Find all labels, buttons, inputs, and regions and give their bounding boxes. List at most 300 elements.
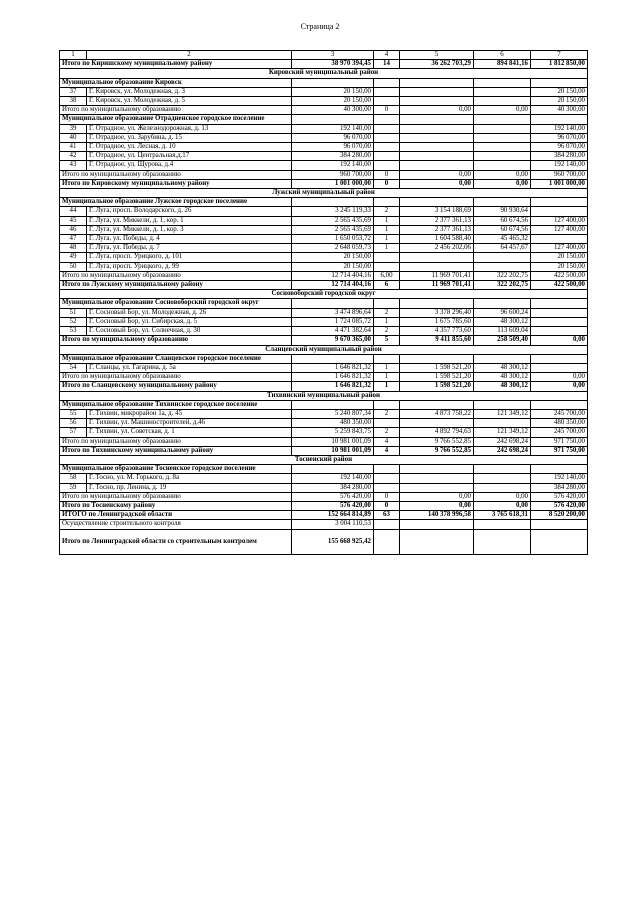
value-cell-5: 2 377 361,13 [400, 225, 474, 234]
empty-cell [474, 465, 531, 474]
address-cell: Г. Отрадное, ул. Железнодорожная, д. 13 [87, 124, 292, 133]
table-row [60, 363, 588, 372]
value-cell-5 [400, 262, 474, 271]
total-row [60, 382, 588, 391]
region-header-row [60, 391, 588, 400]
value-cell-7: 960 700,00 [531, 170, 588, 179]
value-cell-6 [474, 87, 531, 96]
total-label: Итого по Ленинградской области со строительным контролем [60, 529, 292, 554]
empty-cell [474, 299, 531, 308]
value-cell-5: 3 378 296,40 [400, 308, 474, 317]
total-row [60, 437, 588, 446]
count-cell [374, 520, 400, 529]
empty-cell [531, 299, 588, 308]
total-label: Итого по Сланцевскому муниципальному району [60, 382, 292, 391]
row-number: 51 [60, 308, 87, 317]
value-cell-5: 0,00 [400, 179, 474, 188]
empty-cell [531, 198, 588, 207]
total-cost-cell: 1 650 053,72 [292, 235, 374, 244]
value-cell-5: 0,00 [400, 501, 474, 510]
table-row [60, 483, 588, 492]
value-cell-6 [474, 161, 531, 170]
empty-cell [531, 354, 588, 363]
value-cell-6: 0,00 [474, 106, 531, 115]
count-cell [374, 97, 400, 106]
region-header-row [60, 455, 588, 464]
value-cell-5: 0,00 [400, 170, 474, 179]
col-header-7: 7 [531, 51, 588, 60]
total-cost-cell: 10 981 001,09 [292, 446, 374, 455]
value-cell-5: 4 873 758,22 [400, 409, 474, 418]
row-number: 37 [60, 87, 87, 96]
count-cell: 1 [374, 244, 400, 253]
value-cell-7 [531, 235, 588, 244]
value-cell-5 [400, 143, 474, 152]
count-cell: 6 [374, 281, 400, 290]
total-label: Итого по муниципальному образованию [60, 492, 292, 501]
value-cell-5 [400, 483, 474, 492]
value-cell-6: 121 349,12 [474, 409, 531, 418]
total-row [60, 492, 588, 501]
count-cell [374, 133, 400, 142]
address-cell: Г. Отрадное, ул. Лесная, д. 10 [87, 143, 292, 152]
region-name: Кировский муниципальный район [60, 69, 588, 78]
total-row [60, 501, 588, 510]
region-header-row [60, 290, 588, 299]
value-cell-6: 113 609,04 [474, 327, 531, 336]
value-cell-7 [531, 520, 588, 529]
address-cell: Г. Кировск, ул. Молодежная, д. 5 [87, 97, 292, 106]
total-row [60, 373, 588, 382]
value-cell-6: 894 841,16 [474, 60, 531, 69]
value-cell-5 [400, 87, 474, 96]
table-row [60, 244, 588, 253]
count-cell: 1 [374, 216, 400, 225]
count-cell [374, 262, 400, 271]
total-row [60, 170, 588, 179]
value-cell-5: 0,00 [400, 106, 474, 115]
row-number: 53 [60, 327, 87, 336]
count-cell: 1 [374, 317, 400, 326]
empty-cell [474, 78, 531, 87]
total-label: Итого по Киришскому муниципальному району [60, 60, 292, 69]
row-number: 50 [60, 262, 87, 271]
total-cost-cell: 576 420,00 [292, 492, 374, 501]
value-cell-6 [474, 152, 531, 161]
value-cell-5: 9 411 855,60 [400, 336, 474, 345]
count-cell: 2 [374, 327, 400, 336]
value-cell-6: 48 300,12 [474, 317, 531, 326]
count-cell: 63 [374, 511, 400, 520]
value-cell-6 [474, 474, 531, 483]
empty-cell [292, 78, 374, 87]
count-cell [374, 253, 400, 262]
empty-cell [292, 198, 374, 207]
value-cell-7: 971 750,00 [531, 437, 588, 446]
value-cell-5: 1 675 785,60 [400, 317, 474, 326]
value-cell-5: 1 598 521,20 [400, 373, 474, 382]
total-cost-cell: 192 140,00 [292, 124, 374, 133]
total-label: Итого по Лужскому муниципальному району [60, 281, 292, 290]
total-cost-cell: 38 970 394,45 [292, 60, 374, 69]
value-cell-6: 64 457,67 [474, 244, 531, 253]
address-cell: Г. Сосновый Бор, ул. Молодежная, д. 26 [87, 308, 292, 317]
value-cell-7 [531, 317, 588, 326]
municipality-header-row [60, 299, 588, 308]
value-cell-6: 258 509,40 [474, 336, 531, 345]
row-number: 48 [60, 244, 87, 253]
address-cell: Г. Сосновый Бор, ул. Сибирская, д. 5 [87, 317, 292, 326]
value-cell-7: 192 140,00 [531, 161, 588, 170]
col-header-3: 3 [292, 51, 374, 60]
value-cell-5: 1 604 588,40 [400, 235, 474, 244]
row-number: 58 [60, 474, 87, 483]
col-header-4: 4 [374, 51, 400, 60]
municipality-header-row [60, 400, 588, 409]
address-cell: Г. Тосно, ул. М. Горького, д. 8а [87, 474, 292, 483]
table-row [60, 327, 588, 336]
row-number: 38 [60, 97, 87, 106]
row-number: 42 [60, 152, 87, 161]
table-row [60, 225, 588, 234]
empty-cell [292, 299, 374, 308]
region-name: Тихвинский муниципальный район [60, 391, 588, 400]
empty-cell [400, 198, 474, 207]
count-cell [374, 161, 400, 170]
count-cell: 0 [374, 179, 400, 188]
row-number: 44 [60, 207, 87, 216]
value-cell-7: 20 150,00 [531, 87, 588, 96]
table-row [60, 262, 588, 271]
value-cell-7: 480 350,00 [531, 419, 588, 428]
total-cost-cell: 20 150,00 [292, 87, 374, 96]
count-cell: 2 [374, 428, 400, 437]
value-cell-5 [400, 520, 474, 529]
total-cost-cell: 1 646 821,32 [292, 382, 374, 391]
value-cell-7: 20 150,00 [531, 262, 588, 271]
total-cost-cell: 3 245 119,33 [292, 207, 374, 216]
value-cell-7: 8 520 200,00 [531, 511, 588, 520]
total-cost-cell: 152 664 814,89 [292, 511, 374, 520]
col-header-6: 6 [474, 51, 531, 60]
value-cell-6: 60 674,56 [474, 216, 531, 225]
address-cell: Г. Луга, ул. Победы, д. 7 [87, 244, 292, 253]
value-cell-7: 971 750,00 [531, 446, 588, 455]
value-cell-7 [531, 327, 588, 336]
col-header-5: 5 [400, 51, 474, 60]
value-cell-6: 0,00 [474, 170, 531, 179]
empty-cell [292, 115, 374, 124]
value-cell-7: 127 400,00 [531, 225, 588, 234]
municipality-name: Муниципальное образование Сосновоборский городской округ [60, 299, 292, 308]
empty-cell [374, 400, 400, 409]
total-cost-cell: 9 670 365,00 [292, 336, 374, 345]
table-row [60, 133, 588, 142]
value-cell-6: 3 765 618,31 [474, 511, 531, 520]
table-row [60, 253, 588, 262]
empty-cell [374, 78, 400, 87]
row-number: 55 [60, 409, 87, 418]
total-label: Итого по Тихвинскому муниципальному району [60, 446, 292, 455]
total-row [60, 106, 588, 115]
row-number: 40 [60, 133, 87, 142]
value-cell-6 [474, 253, 531, 262]
value-cell-5 [400, 133, 474, 142]
address-cell: Г. Сланцы, ул. Гагарина, д. 5а [87, 363, 292, 372]
table-row [60, 235, 588, 244]
count-cell: 4 [374, 446, 400, 455]
total-cost-cell: 576 420,00 [292, 501, 374, 510]
value-cell-6 [474, 143, 531, 152]
table-row [60, 474, 588, 483]
total-cost-cell: 40 300,00 [292, 106, 374, 115]
value-cell-7: 96 070,00 [531, 133, 588, 142]
total-cost-cell: 960 700,00 [292, 170, 374, 179]
empty-cell [400, 465, 474, 474]
value-cell-6 [474, 133, 531, 142]
count-cell: 6,00 [374, 271, 400, 280]
total-cost-cell: 2 565 435,69 [292, 216, 374, 225]
row-number: 41 [60, 143, 87, 152]
total-label: Осуществление строительного контроля [60, 520, 292, 529]
address-cell: Г. Отрадное, ул. Щурова, д.4 [87, 161, 292, 170]
value-cell-5 [400, 161, 474, 170]
count-cell: 0 [374, 170, 400, 179]
region-name: Тосненский район [60, 455, 588, 464]
total-cost-cell: 1 724 085,72 [292, 317, 374, 326]
municipality-name: Муниципальное образование Кировск [60, 78, 292, 87]
table-row [60, 419, 588, 428]
value-cell-6: 0,00 [474, 179, 531, 188]
total-row [60, 446, 588, 455]
empty-cell [400, 354, 474, 363]
empty-cell [374, 465, 400, 474]
count-cell: 2 [374, 207, 400, 216]
value-cell-6: 45 465,32 [474, 235, 531, 244]
count-cell: 1 [374, 382, 400, 391]
empty-cell [292, 400, 374, 409]
total-cost-cell: 2 648 059,73 [292, 244, 374, 253]
table-row [60, 207, 588, 216]
total-row [60, 520, 588, 529]
value-cell-5: 1 598 521,20 [400, 363, 474, 372]
empty-cell [531, 400, 588, 409]
table-row [60, 216, 588, 225]
total-cost-cell: 1 646 821,32 [292, 363, 374, 372]
value-cell-7: 245 700,00 [531, 428, 588, 437]
value-cell-5 [400, 529, 474, 554]
empty-cell [374, 354, 400, 363]
value-cell-7: 384 280,00 [531, 483, 588, 492]
count-cell [374, 143, 400, 152]
value-cell-5: 11 969 701,41 [400, 281, 474, 290]
value-cell-7: 192 140,00 [531, 124, 588, 133]
value-cell-7: 0,00 [531, 382, 588, 391]
value-cell-6: 242 698,24 [474, 437, 531, 446]
region-name: Сосновоборский городской округ [60, 290, 588, 299]
value-cell-7: 245 700,00 [531, 409, 588, 418]
address-cell: Г. Луга, ул. Победы, д. 4 [87, 235, 292, 244]
total-label: Итого по муниципальному образованию [60, 106, 292, 115]
value-cell-6 [474, 124, 531, 133]
total-cost-cell: 12 714 404,16 [292, 281, 374, 290]
value-cell-7: 576 420,00 [531, 501, 588, 510]
row-number: 57 [60, 428, 87, 437]
value-cell-7: 127 400,00 [531, 244, 588, 253]
empty-cell [400, 115, 474, 124]
total-cost-cell: 20 150,00 [292, 262, 374, 271]
count-cell: 5 [374, 336, 400, 345]
value-cell-6: 242 698,24 [474, 446, 531, 455]
table-row [60, 308, 588, 317]
value-cell-5: 11 969 701,41 [400, 271, 474, 280]
total-cost-cell: 10 981 001,09 [292, 437, 374, 446]
value-cell-5: 2 377 361,13 [400, 216, 474, 225]
total-row [60, 60, 588, 69]
value-cell-5: 3 154 188,69 [400, 207, 474, 216]
value-cell-5: 140 378 996,58 [400, 511, 474, 520]
address-cell: Г. Луга, ул. Миккели, д. 1, кор. 3 [87, 225, 292, 234]
address-cell: Г. Сосновый Бор, ул. Солнечная, д. 30 [87, 327, 292, 336]
count-cell [374, 419, 400, 428]
municipality-name: Муниципальное образование Отрадненское городское поселение [60, 115, 292, 124]
count-cell [374, 474, 400, 483]
table-row [60, 143, 588, 152]
row-number: 52 [60, 317, 87, 326]
total-cost-cell: 20 150,00 [292, 253, 374, 262]
count-cell: 1 [374, 225, 400, 234]
table-row [60, 124, 588, 133]
total-cost-cell: 192 140,00 [292, 474, 374, 483]
count-cell: 1 [374, 373, 400, 382]
budget-table [59, 50, 588, 555]
total-cost-cell: 480 350,00 [292, 419, 374, 428]
value-cell-6 [474, 529, 531, 554]
value-cell-5: 4 357 773,60 [400, 327, 474, 336]
municipality-name: Муниципальное образование Тосненское городское поселение [60, 465, 292, 474]
value-cell-6: 0,00 [474, 501, 531, 510]
count-cell: 0 [374, 106, 400, 115]
value-cell-7: 192 140,00 [531, 474, 588, 483]
address-cell: Г. Луга, ул. Миккели, д. 1, кор. 1 [87, 216, 292, 225]
value-cell-6: 322 202,75 [474, 271, 531, 280]
total-cost-cell: 5 240 807,34 [292, 409, 374, 418]
count-cell: 2 [374, 308, 400, 317]
total-cost-cell: 96 070,00 [292, 133, 374, 142]
value-cell-5: 0,00 [400, 492, 474, 501]
count-cell [374, 124, 400, 133]
address-cell: Г. Тихвин, ул. Советская, д. 1 [87, 428, 292, 437]
value-cell-5 [400, 97, 474, 106]
table-row [60, 317, 588, 326]
empty-cell [474, 198, 531, 207]
row-number: 59 [60, 483, 87, 492]
value-cell-7: 0,00 [531, 373, 588, 382]
value-cell-5 [400, 124, 474, 133]
total-cost-cell: 384 280,00 [292, 483, 374, 492]
region-name: Сланцевский муниципальный район [60, 345, 588, 354]
address-cell: Г. Тихвин, ул. Машиностроителей, д.46 [87, 419, 292, 428]
empty-cell [374, 198, 400, 207]
value-cell-6: 322 202,75 [474, 281, 531, 290]
row-number: 49 [60, 253, 87, 262]
count-cell: 2 [374, 409, 400, 418]
total-cost-cell: 1 646 821,32 [292, 373, 374, 382]
total-cost-cell: 5 259 843,75 [292, 428, 374, 437]
total-cost-cell: 1 001 000,00 [292, 179, 374, 188]
region-header-row [60, 345, 588, 354]
value-cell-6 [474, 483, 531, 492]
value-cell-6: 48 300,12 [474, 363, 531, 372]
value-cell-6: 0,00 [474, 492, 531, 501]
value-cell-6: 48 300,12 [474, 373, 531, 382]
address-cell: Г. Луга, просп. Урицкого, д. 99 [87, 262, 292, 271]
table-row [60, 409, 588, 418]
col-header-2: 2 [87, 51, 292, 60]
total-cost-cell: 12 714 404,16 [292, 271, 374, 280]
table-row [60, 428, 588, 437]
value-cell-7 [531, 207, 588, 216]
total-label: Итого по Кировскому муниципальному району [60, 179, 292, 188]
row-number: 56 [60, 419, 87, 428]
value-cell-6: 121 349,12 [474, 428, 531, 437]
empty-cell [292, 465, 374, 474]
count-cell: 4 [374, 437, 400, 446]
municipality-header-row [60, 198, 588, 207]
region-header-row [60, 189, 588, 198]
value-cell-5: 1 598 521,20 [400, 382, 474, 391]
value-cell-7: 20 150,00 [531, 253, 588, 262]
row-number: 54 [60, 363, 87, 372]
value-cell-7 [531, 363, 588, 372]
count-cell [374, 87, 400, 96]
municipality-name: Муниципальное образование Тихвинское городское поселение [60, 400, 292, 409]
total-row [60, 271, 588, 280]
count-cell [374, 529, 400, 554]
address-cell: Г. Отрадное, ул. Зарубина, д. 15 [87, 133, 292, 142]
table-row [60, 161, 588, 170]
value-cell-5: 9 766 552,85 [400, 446, 474, 455]
value-cell-7: 422 500,00 [531, 271, 588, 280]
value-cell-7 [531, 308, 588, 317]
count-cell: 0 [374, 501, 400, 510]
value-cell-7: 0,00 [531, 336, 588, 345]
table-row [60, 97, 588, 106]
region-header-row [60, 69, 588, 78]
value-cell-5 [400, 474, 474, 483]
empty-cell [374, 115, 400, 124]
count-cell: 0 [374, 492, 400, 501]
value-cell-5 [400, 419, 474, 428]
value-cell-6 [474, 97, 531, 106]
value-cell-6: 90 930,64 [474, 207, 531, 216]
value-cell-5 [400, 253, 474, 262]
grand-total-row [60, 529, 588, 554]
total-row [60, 281, 588, 290]
total-cost-cell: 384 280,00 [292, 152, 374, 161]
value-cell-6: 48 300,12 [474, 382, 531, 391]
region-name: Лужский муниципальный район [60, 189, 588, 198]
total-row [60, 511, 588, 520]
row-number: 47 [60, 235, 87, 244]
value-cell-6 [474, 419, 531, 428]
total-cost-cell: 192 140,00 [292, 161, 374, 170]
count-cell [374, 152, 400, 161]
row-number: 43 [60, 161, 87, 170]
address-cell: Г. Кировск, ул. Молодежная, д. 3 [87, 87, 292, 96]
count-cell [374, 483, 400, 492]
empty-cell [474, 354, 531, 363]
